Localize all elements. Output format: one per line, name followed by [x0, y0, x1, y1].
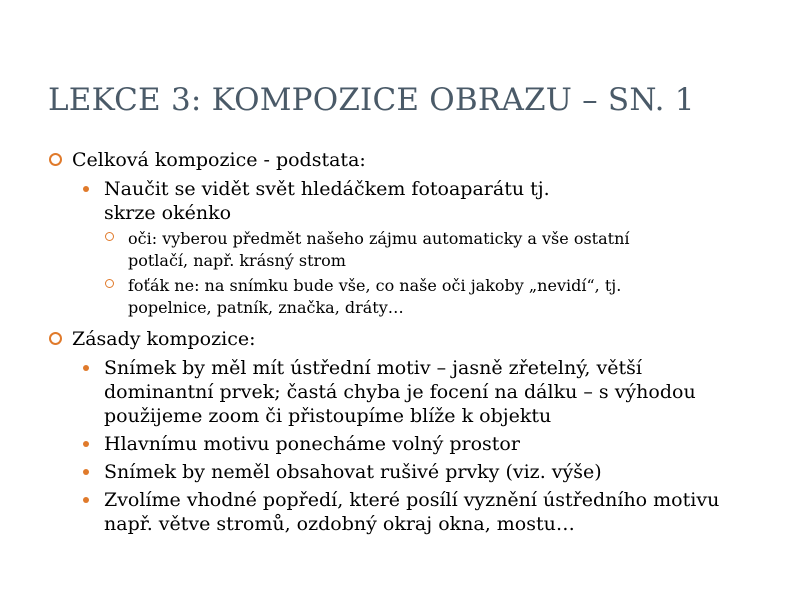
- slide-content: [48, 146, 768, 536]
- dot-bullet-icon: [83, 365, 89, 371]
- bullet-level2: [80, 488, 724, 536]
- bullet-text: Zvolíme vhodné popředí, které posílí vyznění ústředního motivu např. větve stromů, ozdobný okraj okna, mostu…: [104, 489, 720, 535]
- bullet-level2: [80, 356, 704, 428]
- bullet-level3: [104, 275, 688, 319]
- bullet-text: Celková kompozice - podstata:: [72, 149, 366, 171]
- bullet-level2: [80, 177, 564, 225]
- bullet-text: Snímek by měl mít ústřední motiv – jasně zřetelný, větší dominantní prvek; častá chyba je focení na dálku – s výhodou použijeme zoom či přistoupíme blíže k objektu: [104, 357, 696, 427]
- circle-bullet-icon: [49, 153, 62, 166]
- bullet-text: oči: vyberou předmět našeho zájmu automaticky a vše ostatní potlačí, např. krásný strom: [128, 229, 630, 270]
- bullet-level2: [80, 460, 724, 484]
- bullet-text: Hlavnímu motivu ponecháme volný prostor: [104, 433, 520, 455]
- bullet-text: Zásady kompozice:: [72, 328, 256, 350]
- circle-bullet-icon: [105, 279, 114, 288]
- slide-title: LEKCE 3: KOMPOZICE OBRAZU – SN. 1: [48, 82, 695, 118]
- bullet-text: Naučit se vidět svět hledáčkem fotoaparátu tj. skrze okénko: [104, 178, 550, 224]
- dot-bullet-icon: [83, 469, 89, 475]
- bullet-text: Snímek by neměl obsahovat rušivé prvky (viz. výše): [104, 461, 602, 483]
- bullet-level2: [80, 432, 724, 456]
- bullet-level1: [48, 327, 768, 351]
- dot-bullet-icon: [83, 497, 89, 503]
- bullet-level3: [104, 228, 658, 272]
- circle-bullet-icon: [49, 332, 62, 345]
- circle-bullet-icon: [105, 232, 114, 241]
- dot-bullet-icon: [83, 441, 89, 447]
- bullet-level1: [48, 148, 768, 172]
- dot-bullet-icon: [83, 186, 89, 192]
- bullet-text: foťák ne: na snímku bude vše, co naše oči jakoby „nevidí“, tj. popelnice, patník, značka, dráty…: [128, 276, 622, 317]
